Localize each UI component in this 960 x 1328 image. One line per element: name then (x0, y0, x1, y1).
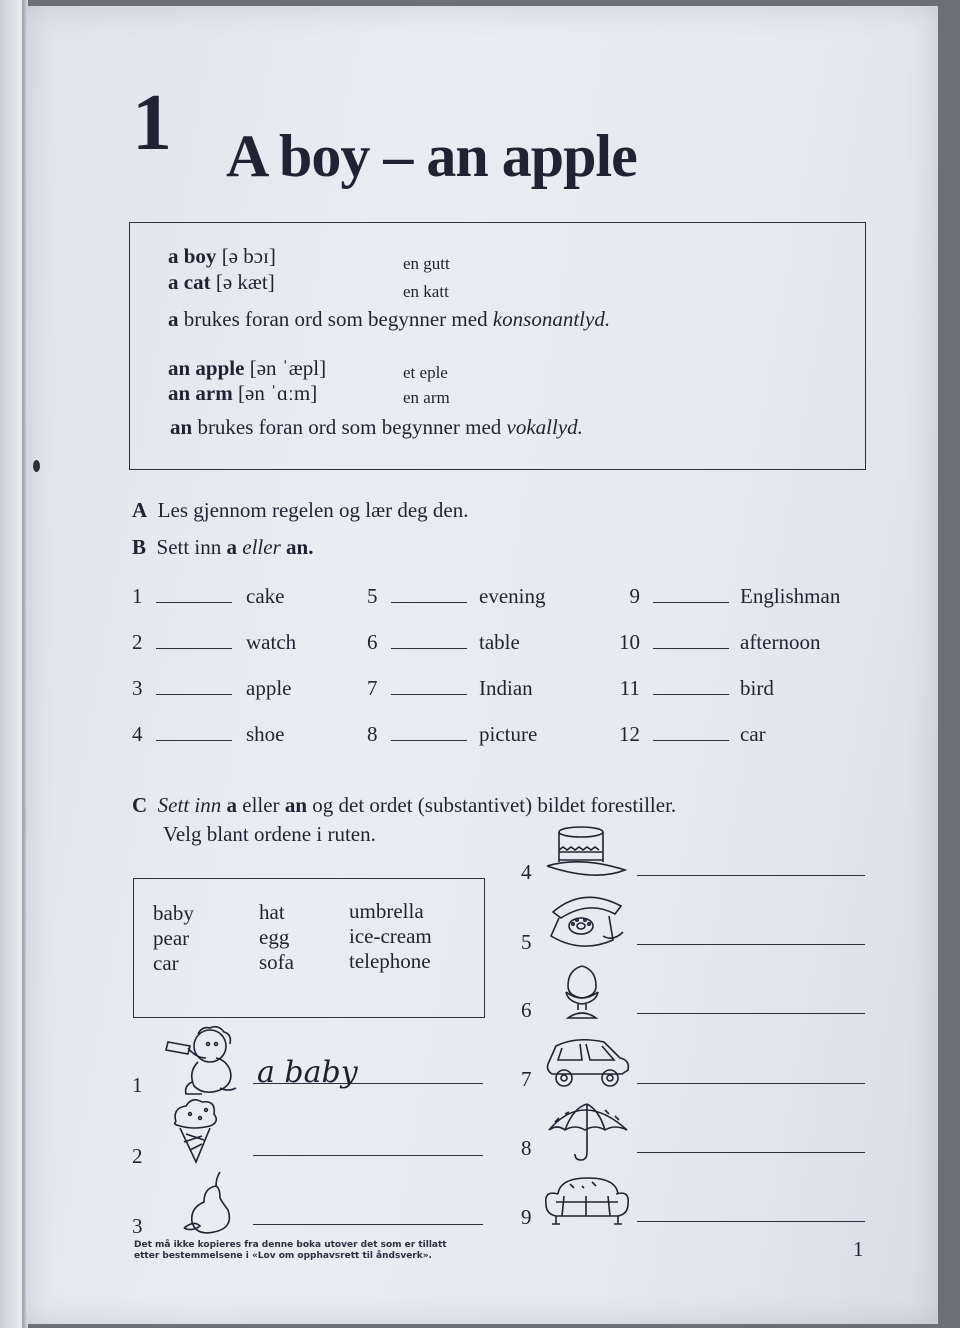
answer-line-2[interactable] (253, 1155, 483, 1156)
exercise-b-blank[interactable] (653, 602, 729, 603)
exercise-b-word: table (479, 630, 520, 654)
copyright-line-1: Det må ikke kopieres fra denne boka utover det som er tillatt (134, 1240, 447, 1250)
punch-hole (33, 460, 40, 472)
exercise-b-blank[interactable] (156, 694, 232, 695)
task-b: B Sett inn a eller an. (132, 535, 314, 559)
picture-item-number: 9 (521, 1205, 532, 1229)
answer-line-9[interactable] (637, 1221, 865, 1222)
exercise-b-blank[interactable] (653, 648, 729, 649)
word-box-col3 (349, 899, 432, 974)
exercise-b-number: 8 (367, 722, 378, 746)
exercise-b-number: 5 (367, 584, 378, 608)
baby-icon (158, 1022, 240, 1098)
example-an-arm-translation: en arm (403, 388, 450, 407)
exercise-b-word: Englishman (740, 584, 841, 608)
word-hat: hat (259, 900, 285, 924)
exercise-b-blank[interactable] (156, 648, 232, 649)
picture-item-number: 3 (132, 1214, 143, 1238)
word-baby: baby (153, 901, 194, 925)
picture-item-number: 5 (521, 930, 532, 954)
example-a-cat: a cat [ə kæt] (168, 270, 275, 294)
pear-icon (176, 1168, 236, 1236)
exercise-b-blank[interactable] (156, 602, 232, 603)
answer-line-4[interactable] (637, 875, 865, 876)
exercise-b-word: afternoon (740, 630, 821, 654)
exercise-b-blank[interactable] (391, 694, 467, 695)
exercise-b-blank[interactable] (653, 694, 729, 695)
word-box-col2 (259, 900, 294, 975)
rule-a: a brukes foran ord som begynner med konsonantlyd. (168, 307, 611, 331)
task-c-line2: Velg blant ordene i ruten. (163, 822, 376, 846)
copyright-line-2: etter bestemmelsene i «Lov om opphavsrett til åndsverk». (134, 1251, 432, 1261)
answer-line-3[interactable] (253, 1224, 483, 1225)
answer-line-5[interactable] (637, 944, 865, 945)
exercise-b-number: 4 (132, 722, 143, 746)
exercise-b-blank[interactable] (653, 740, 729, 741)
exercise-b-number: 7 (367, 676, 378, 700)
umbrella-icon (545, 1100, 631, 1166)
exercise-b-number: 3 (132, 676, 143, 700)
example-an-arm: an arm [ən ˈɑːm] (168, 381, 318, 405)
task-a: A Les gjennom regelen og lær deg den. (132, 498, 469, 522)
chapter-number: 1 (132, 79, 170, 167)
answer-1-handwritten: a baby (257, 1055, 358, 1090)
answer-line-7[interactable] (637, 1083, 865, 1084)
picture-item-number: 1 (132, 1073, 143, 1097)
egg-icon (560, 962, 604, 1022)
word-box-col1 (153, 901, 194, 976)
picture-item-number: 7 (521, 1067, 532, 1091)
example-an-apple: an apple [ən ˈæpl] (168, 356, 327, 380)
ice-cream-icon (170, 1098, 220, 1166)
worksheet-page (26, 6, 938, 1324)
word-sofa: sofa (259, 950, 294, 974)
exercise-b-number: 6 (367, 630, 378, 654)
exercise-b-blank[interactable] (156, 740, 232, 741)
exercise-b-word: apple (246, 676, 292, 700)
exercise-b-word: bird (740, 676, 774, 700)
exercise-b-blank[interactable] (391, 740, 467, 741)
exercise-b-word: watch (246, 630, 297, 654)
task-c: C Sett inn a eller an og det ordet (substantivet) bildet forestiller. (132, 793, 677, 817)
exercise-b-word: evening (479, 584, 546, 608)
exercise-b-number: 2 (132, 630, 143, 654)
exercise-b-word: picture (479, 722, 538, 746)
exercise-b-number: 9 (629, 584, 640, 608)
sofa-icon (542, 1172, 632, 1230)
answer-line-8[interactable] (637, 1152, 865, 1153)
exercise-b-word: shoe (246, 722, 285, 746)
hat-icon (545, 824, 629, 880)
exercise-b-blank[interactable] (391, 602, 467, 603)
left-page-edge (0, 0, 24, 1328)
example-a-boy-translation: en gutt (403, 254, 450, 273)
picture-item-number: 2 (132, 1144, 143, 1168)
answer-line-6[interactable] (637, 1013, 865, 1014)
telephone-icon (543, 890, 627, 950)
word-pear: pear (153, 926, 190, 950)
word-car: car (153, 951, 179, 975)
copyright-notice (134, 1240, 447, 1262)
exercise-b-number: 1 (132, 584, 143, 608)
picture-item-number: 8 (521, 1136, 532, 1160)
page-number: 1 (853, 1237, 864, 1261)
exercise-b-word: car (740, 722, 766, 746)
word-telephone: telephone (349, 949, 431, 973)
chapter-title: A boy – an apple (226, 123, 637, 189)
exercise-b-number: 10 (619, 630, 640, 654)
rule-an: an brukes foran ord som begynner med vokallyd. (170, 415, 583, 439)
exercise-b-word: cake (246, 584, 285, 608)
example-a-cat-translation: en katt (403, 282, 449, 301)
example-a-boy: a boy [ə bɔɪ] (168, 244, 276, 268)
exercise-b-number: 12 (619, 722, 640, 746)
word-egg: egg (259, 925, 290, 949)
word-umbrella: umbrella (349, 899, 424, 923)
word-ice-cream: ice-cream (349, 924, 432, 948)
exercise-b-word: Indian (479, 676, 533, 700)
picture-item-number: 4 (521, 860, 532, 884)
car-icon (542, 1034, 632, 1092)
answer-line-1[interactable] (253, 1083, 483, 1084)
example-an-apple-translation: et eple (403, 363, 448, 382)
exercise-b-number: 11 (619, 676, 640, 700)
exercise-b-blank[interactable] (391, 648, 467, 649)
picture-item-number: 6 (521, 998, 532, 1022)
